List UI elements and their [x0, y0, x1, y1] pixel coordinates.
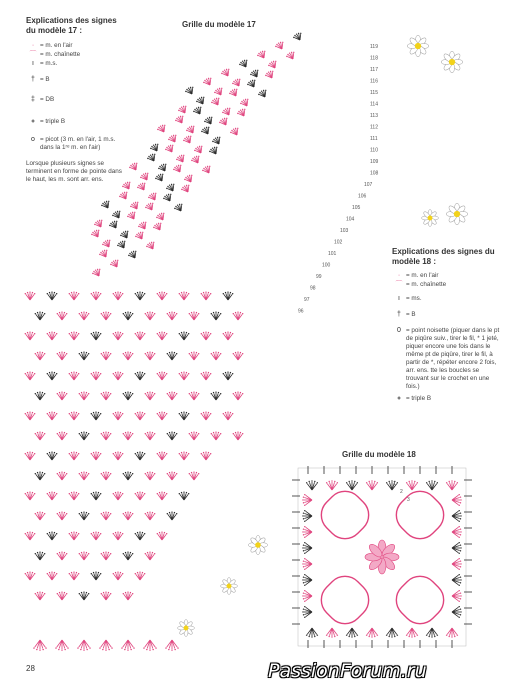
chain-dot: [394, 636, 395, 637]
chain-dot: [460, 496, 461, 497]
row-number: 105: [352, 205, 361, 211]
chain-dot: [458, 585, 459, 586]
row-number: 102: [334, 239, 343, 246]
stitch-symbol-icon: 0: [397, 327, 401, 334]
round-number: 1: [393, 481, 396, 487]
chain-dot: [377, 482, 378, 483]
motif-lobe: [389, 569, 451, 631]
chain-dot: [302, 611, 303, 612]
stitch-fan: [302, 574, 312, 586]
chain-dot: [460, 598, 461, 599]
stitch-symbol-icon: ı: [32, 60, 34, 67]
stitch-fan: [426, 628, 438, 638]
row-number: 118: [370, 55, 378, 62]
row-number: 103: [340, 228, 349, 234]
chain-dot: [458, 521, 459, 522]
stitch-symbol-icon: ⌒: [395, 281, 403, 288]
stitch-fan: [302, 526, 312, 538]
stitch-fan: [326, 628, 338, 638]
stitch-fan: [302, 606, 312, 618]
chain-dot: [458, 537, 459, 538]
chain-dot: [302, 531, 303, 532]
chain-dot: [446, 482, 447, 483]
legend-item-text: = DB: [40, 96, 55, 103]
chain-dot: [357, 634, 358, 635]
stitch-fan: [302, 510, 312, 522]
round-number: 3: [407, 497, 410, 503]
stitch-fan: [306, 480, 318, 490]
chain-dot: [448, 481, 449, 482]
chain-dot: [386, 634, 387, 635]
stitch-fan: [302, 558, 312, 570]
legend-item-text: = ms.: [406, 295, 422, 302]
stitch-fan: [406, 480, 418, 490]
stitch-fan: [302, 542, 312, 554]
chain-dot: [334, 636, 335, 637]
chain-dot: [337, 634, 338, 635]
grid-18-title: Grille du modèle 18: [342, 450, 416, 459]
chain-dot: [451, 480, 452, 481]
chain-dot: [354, 481, 355, 482]
chain-dot: [317, 634, 318, 635]
stitch-fan: [452, 558, 462, 570]
chain-dot: [304, 617, 305, 618]
chain-dot: [304, 505, 305, 506]
row-number: 111: [370, 136, 378, 142]
chain-dot: [454, 481, 455, 482]
chain-dot: [304, 585, 305, 586]
chain-dot: [304, 558, 305, 559]
chain-dot: [460, 566, 461, 567]
chain-dot: [308, 481, 309, 482]
legend-item-text: = m. en l'air: [406, 272, 439, 279]
motif-lobe: [314, 569, 376, 631]
chain-dot: [351, 636, 352, 637]
chain-dot: [304, 606, 305, 607]
chain-dot: [314, 636, 315, 637]
chain-dot: [311, 480, 312, 481]
chain-dot: [302, 515, 303, 516]
chain-dot: [302, 547, 303, 548]
row-number: 104: [346, 216, 355, 223]
chain-dot: [303, 576, 304, 577]
stitch-fan: [452, 494, 462, 506]
chain-dot: [451, 636, 452, 637]
chain-dot: [458, 617, 459, 618]
chain-dot: [417, 634, 418, 635]
row-number: 115: [370, 90, 378, 96]
stitch-fan: [426, 480, 438, 490]
chain-dot: [460, 611, 461, 612]
chain-dot: [460, 614, 461, 615]
row-number: 116: [370, 78, 378, 85]
legend-item-text: = B: [406, 311, 416, 318]
legend-item-text: = point noisette (piquer dans le pt de piqûre suiv., tirer le fil, * 1 jeté, piquer encore une fois dans le même pt de piqûre, tirer le fil, à partir de *, répéter encore 2 fois, arr. ens. tte les boucles se trouvant sur le crochet en une fois.): [406, 327, 500, 390]
legend-item-text: = triple B: [406, 395, 432, 402]
chain-dot: [303, 496, 304, 497]
chain-dot: [303, 512, 304, 513]
chain-dot: [303, 502, 304, 503]
chain-dot: [460, 502, 461, 503]
stitch-fan: [366, 480, 378, 490]
chain-dot: [460, 518, 461, 519]
page-number: 28: [26, 664, 35, 673]
chain-dot: [303, 544, 304, 545]
chain-dot: [388, 481, 389, 482]
stitch-fan: [452, 590, 462, 602]
chain-dot: [397, 482, 398, 483]
legend-item-text: = m.s.: [40, 60, 58, 67]
chain-dot: [460, 499, 461, 500]
row-number: 96: [298, 308, 304, 315]
stitch-fan: [452, 526, 462, 538]
stitch-symbol-icon: ‡: [31, 96, 35, 103]
chain-dot: [460, 547, 461, 548]
legend-item-text: = m. chaînette: [40, 51, 81, 58]
chain-dot: [346, 482, 347, 483]
chain-dot: [437, 482, 438, 483]
row-number: 97: [304, 297, 310, 303]
chain-dot: [357, 482, 358, 483]
chain-dot: [411, 636, 412, 637]
stitch-symbol-icon: ⌒: [29, 51, 37, 58]
chain-dot: [303, 550, 304, 551]
chain-dot: [346, 634, 347, 635]
legend-18-title: Explications des signes du modèle 18 :: [392, 247, 495, 266]
chain-dot: [457, 482, 458, 483]
chain-dot: [368, 481, 369, 482]
row-number: 119: [370, 44, 378, 50]
chain-dot: [458, 526, 459, 527]
chain-dot: [303, 528, 304, 529]
stitch-symbol-icon: o: [31, 136, 35, 143]
legend-item-text: = picot (3 m. en l'air, 1 m.s. dans la 1ʳᵉ m. en l'air): [40, 136, 116, 151]
stitch-fan: [406, 628, 418, 638]
stitch-fan: [346, 628, 358, 638]
chain-dot: [374, 636, 375, 637]
stitch-fan: [452, 574, 462, 586]
chain-dot: [458, 569, 459, 570]
chain-dot: [458, 553, 459, 554]
chain-dot: [303, 560, 304, 561]
stitch-symbol-icon: †: [31, 76, 35, 83]
motif-lobe: [314, 484, 376, 546]
stitch-fan: [452, 606, 462, 618]
chain-dot: [457, 634, 458, 635]
chain-dot: [426, 634, 427, 635]
stitch-symbol-icon: †: [397, 311, 401, 318]
chain-dot: [460, 515, 461, 516]
chain-dot: [308, 636, 309, 637]
chain-dot: [303, 566, 304, 567]
chain-dot: [431, 636, 432, 637]
chain-dot: [303, 614, 304, 615]
chain-dot: [334, 481, 335, 482]
chain-dot: [458, 601, 459, 602]
chain-dot: [458, 505, 459, 506]
chain-dot: [302, 499, 303, 500]
stitch-fan: [452, 542, 462, 554]
chain-dot: [354, 636, 355, 637]
row-number: 107: [364, 182, 373, 188]
chain-dot: [434, 481, 435, 482]
chain-dot: [331, 636, 332, 637]
chain-dot: [366, 634, 367, 635]
watermark-logo: PassionForum.ru: [268, 660, 427, 682]
chain-dot: [314, 481, 315, 482]
motif-lobe: [389, 484, 451, 546]
row-number: 117: [370, 67, 378, 73]
chain-dot: [458, 590, 459, 591]
chain-dot: [460, 534, 461, 535]
chain-dot: [460, 576, 461, 577]
chain-dot: [303, 592, 304, 593]
chain-dot: [397, 634, 398, 635]
chain-dot: [304, 510, 305, 511]
chain-dot: [304, 569, 305, 570]
chain-dot: [304, 521, 305, 522]
chain-dot: [460, 531, 461, 532]
chain-dot: [458, 558, 459, 559]
chain-dot: [437, 634, 438, 635]
chain-dot: [406, 482, 407, 483]
stitch-symbol-icon: ⧧: [397, 395, 401, 402]
chain-dot: [377, 634, 378, 635]
chain-dot: [328, 636, 329, 637]
chain-dot: [428, 636, 429, 637]
chain-dot: [304, 590, 305, 591]
chain-dot: [328, 481, 329, 482]
chart-18-border: [298, 468, 466, 646]
stitch-symbol-icon: ·: [31, 42, 35, 49]
stitch-symbol-icon: ı: [398, 295, 400, 302]
legend-item-text: = m. chaînette: [406, 281, 447, 288]
chain-dot: [326, 634, 327, 635]
row-number: 112: [370, 124, 378, 131]
row-number: 101: [328, 251, 337, 257]
chain-dot: [351, 480, 352, 481]
chain-dot: [460, 544, 461, 545]
chain-dot: [460, 550, 461, 551]
row-number: 99: [316, 274, 322, 280]
chain-dot: [460, 582, 461, 583]
chain-dot: [406, 634, 407, 635]
stitch-fan: [452, 510, 462, 522]
chain-dot: [371, 636, 372, 637]
chain-dot: [302, 579, 303, 580]
chain-dot: [371, 480, 372, 481]
legend-item-text: = m. en l'air: [40, 42, 73, 49]
chain-dot: [460, 563, 461, 564]
chain-dot: [303, 608, 304, 609]
chain-dot: [303, 582, 304, 583]
chain-dot: [304, 537, 305, 538]
chain-dot: [348, 481, 349, 482]
chain-dot: [460, 592, 461, 593]
stitch-fan: [446, 480, 458, 490]
chain-dot: [434, 636, 435, 637]
row-number: 114: [370, 101, 378, 108]
chain-dot: [306, 482, 307, 483]
stitch-fan: [386, 628, 398, 638]
chain-dot: [408, 636, 409, 637]
chain-dot: [303, 518, 304, 519]
chain-dot: [460, 579, 461, 580]
chain-dot: [454, 636, 455, 637]
chain-dot: [458, 574, 459, 575]
chain-dot: [414, 636, 415, 637]
chain-dot: [331, 480, 332, 481]
stitch-fan: [302, 494, 312, 506]
chain-dot: [426, 482, 427, 483]
chain-dot: [411, 480, 412, 481]
chain-dot: [458, 510, 459, 511]
chain-dot: [460, 528, 461, 529]
chain-dot: [388, 636, 389, 637]
chain-dot: [460, 560, 461, 561]
chain-dot: [460, 512, 461, 513]
row-number: 108: [370, 170, 379, 177]
chain-dot: [458, 494, 459, 495]
stitch-fan: [346, 480, 358, 490]
chain-dot: [458, 542, 459, 543]
chain-dot: [303, 534, 304, 535]
legend-item-text: = B: [40, 76, 50, 83]
row-number: 113: [370, 113, 378, 119]
chain-dot: [304, 542, 305, 543]
chain-dot: [303, 598, 304, 599]
chain-dot: [306, 634, 307, 635]
stitch-fan: [366, 628, 378, 638]
row-number: 109: [370, 159, 379, 165]
chain-dot: [304, 526, 305, 527]
chain-dot: [386, 482, 387, 483]
grid-17-title: Grille du modèle 17: [182, 20, 256, 29]
chain-dot: [368, 636, 369, 637]
row-number: 98: [310, 285, 316, 292]
stitch-symbol-icon: ⧧: [31, 118, 35, 125]
chain-dot: [458, 606, 459, 607]
chain-dot: [304, 494, 305, 495]
center-motif: [365, 540, 399, 574]
stitch-symbol-icon: ·: [397, 272, 401, 279]
chain-dot: [366, 482, 367, 483]
chain-dot: [302, 595, 303, 596]
row-number: 106: [358, 193, 367, 200]
row-number: 110: [370, 147, 378, 154]
chain-dot: [348, 636, 349, 637]
chain-dot: [460, 608, 461, 609]
chain-dot: [374, 481, 375, 482]
legend-item-text: = triple B: [40, 118, 66, 125]
stitch-fan: [386, 480, 398, 490]
chain-dot: [460, 595, 461, 596]
chain-dot: [302, 563, 303, 564]
chain-dot: [311, 636, 312, 637]
chain-dot: [448, 636, 449, 637]
chain-dot: [304, 601, 305, 602]
chain-dot: [431, 480, 432, 481]
chain-dot: [326, 482, 327, 483]
chain-dot: [408, 481, 409, 482]
legend-17-title: Explications des signes du modèle 17 :: [26, 16, 117, 35]
chain-dot: [337, 482, 338, 483]
chain-dot: [414, 481, 415, 482]
chain-dot: [304, 553, 305, 554]
round-number: 2: [400, 489, 403, 495]
chain-dot: [417, 482, 418, 483]
chain-dot: [446, 634, 447, 635]
stitch-fan: [326, 480, 338, 490]
legend-17-note: Lorsque plusieurs signes se terminent en forme de pointe dans le haut, les m. sont arr. ens.: [26, 160, 122, 183]
stitch-fan: [306, 628, 318, 638]
chain-dot: [304, 574, 305, 575]
stitch-fan: [302, 590, 312, 602]
row-number: 100: [322, 262, 331, 269]
chain-dot: [391, 636, 392, 637]
chain-dot: [428, 481, 429, 482]
stitch-fan: [446, 628, 458, 638]
chain-dot: [317, 482, 318, 483]
